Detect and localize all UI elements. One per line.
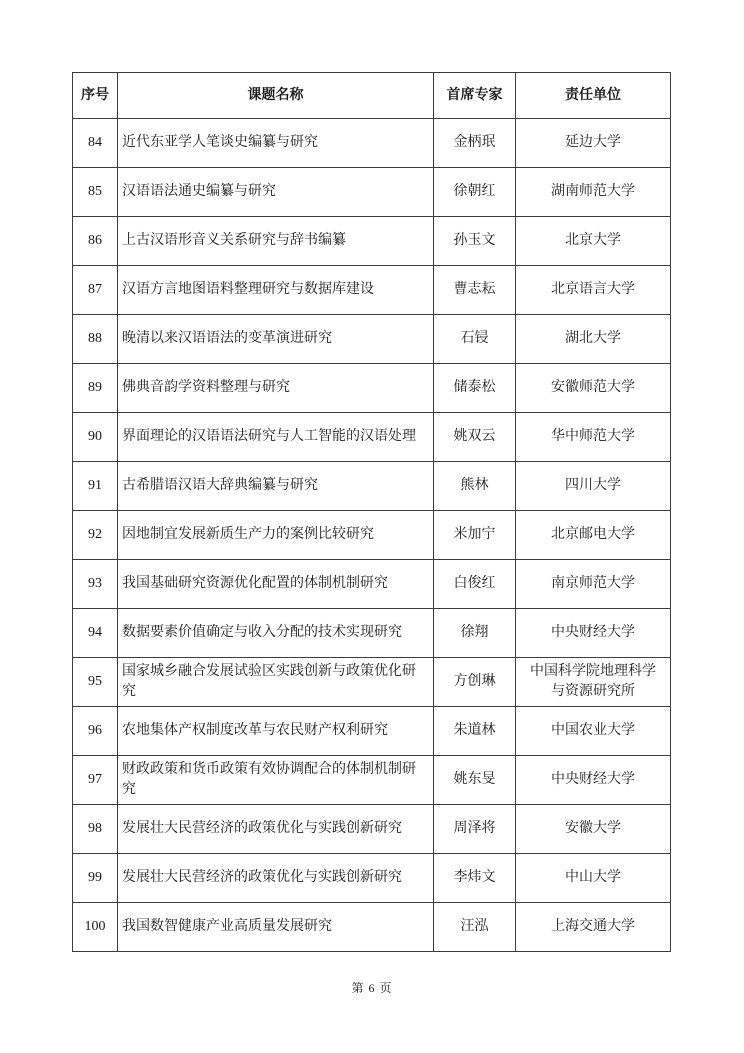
- chief-expert-cell: 周泽将: [434, 805, 516, 854]
- chief-expert-cell: 金柄珉: [434, 119, 516, 168]
- table-row: [73, 217, 671, 266]
- responsible-unit-cell: 中山大学: [516, 854, 671, 903]
- responsible-unit-cell: 北京大学: [516, 217, 671, 266]
- row-number-cell: 100: [73, 903, 118, 952]
- project-title-cell: 我国基础研究资源优化配置的体制机制研究: [118, 560, 434, 609]
- row-number-cell: 85: [73, 168, 118, 217]
- project-title-cell: 数据要素价值确定与收入分配的技术实现研究: [118, 609, 434, 658]
- project-title-cell: 农地集体产权制度改革与农民财产权利研究: [118, 707, 434, 756]
- project-title-cell: 近代东亚学人笔谈史编纂与研究: [118, 119, 434, 168]
- chief-expert-cell: 姚双云: [434, 413, 516, 462]
- row-number-cell: 93: [73, 560, 118, 609]
- row-number-cell: 97: [73, 756, 118, 805]
- table-row: [73, 119, 671, 168]
- chief-expert-cell: 米加宁: [434, 511, 516, 560]
- table-header-row: [73, 73, 671, 119]
- responsible-unit-cell: 中国农业大学: [516, 707, 671, 756]
- table-row: [73, 756, 671, 805]
- row-number-cell: 84: [73, 119, 118, 168]
- project-title-cell: 财政政策和货币政策有效协调配合的体制机制研究: [118, 756, 434, 805]
- project-title-cell: 汉语方言地图语料整理研究与数据库建设: [118, 266, 434, 315]
- row-number-cell: 88: [73, 315, 118, 364]
- chief-expert-cell: 曹志耘: [434, 266, 516, 315]
- table-row: [73, 266, 671, 315]
- projects-table: [72, 72, 671, 952]
- row-number-cell: 89: [73, 364, 118, 413]
- chief-expert-cell: 李炜文: [434, 854, 516, 903]
- table-row: [73, 560, 671, 609]
- table-row: [73, 707, 671, 756]
- responsible-unit-cell: 华中师范大学: [516, 413, 671, 462]
- project-title-cell: 晚清以来汉语语法的变革演进研究: [118, 315, 434, 364]
- responsible-unit-cell: 四川大学: [516, 462, 671, 511]
- responsible-unit-cell: 安徽大学: [516, 805, 671, 854]
- table-row: [73, 854, 671, 903]
- responsible-unit-cell: 湖南师范大学: [516, 168, 671, 217]
- project-title-cell: 发展壮大民营经济的政策优化与实践创新研究: [118, 805, 434, 854]
- table-row: [73, 315, 671, 364]
- project-title-cell: 古希腊语汉语大辞典编纂与研究: [118, 462, 434, 511]
- row-number-cell: 91: [73, 462, 118, 511]
- chief-expert-cell: 熊林: [434, 462, 516, 511]
- table-row: [73, 364, 671, 413]
- col-header-title: 课题名称: [118, 73, 434, 119]
- table-row: [73, 168, 671, 217]
- responsible-unit-cell: 湖北大学: [516, 315, 671, 364]
- chief-expert-cell: 姚东旻: [434, 756, 516, 805]
- row-number-cell: 87: [73, 266, 118, 315]
- responsible-unit-cell: 南京师范大学: [516, 560, 671, 609]
- responsible-unit-cell: 中央财经大学: [516, 756, 671, 805]
- project-title-cell: 国家城乡融合发展试验区实践创新与政策优化研究: [118, 658, 434, 707]
- responsible-unit-cell: 安徽师范大学: [516, 364, 671, 413]
- row-number-cell: 92: [73, 511, 118, 560]
- project-title-cell: 上古汉语形音义关系研究与辞书编纂: [118, 217, 434, 266]
- chief-expert-cell: 徐翔: [434, 609, 516, 658]
- table-row: [73, 903, 671, 952]
- table-row: [73, 805, 671, 854]
- chief-expert-cell: 汪泓: [434, 903, 516, 952]
- col-header-no: 序号: [73, 73, 118, 119]
- col-header-unit: 责任单位: [516, 73, 671, 119]
- project-title-cell: 发展壮大民营经济的政策优化与实践创新研究: [118, 854, 434, 903]
- row-number-cell: 96: [73, 707, 118, 756]
- chief-expert-cell: 石锓: [434, 315, 516, 364]
- responsible-unit-cell: 北京语言大学: [516, 266, 671, 315]
- row-number-cell: 94: [73, 609, 118, 658]
- chief-expert-cell: 徐朝红: [434, 168, 516, 217]
- project-title-cell: 汉语语法通史编纂与研究: [118, 168, 434, 217]
- project-title-cell: 因地制宜发展新质生产力的案例比较研究: [118, 511, 434, 560]
- row-number-cell: 98: [73, 805, 118, 854]
- project-title-cell: 界面理论的汉语语法研究与人工智能的汉语处理: [118, 413, 434, 462]
- project-title-cell: 我国数智健康产业高质量发展研究: [118, 903, 434, 952]
- chief-expert-cell: 方创琳: [434, 658, 516, 707]
- table-row: [73, 658, 671, 707]
- row-number-cell: 99: [73, 854, 118, 903]
- responsible-unit-cell: 北京邮电大学: [516, 511, 671, 560]
- col-header-expert: 首席专家: [434, 73, 516, 119]
- chief-expert-cell: 孙玉文: [434, 217, 516, 266]
- responsible-unit-cell: 中国科学院地理科学与资源研究所: [516, 658, 671, 707]
- table-row: [73, 511, 671, 560]
- project-title-cell: 佛典音韵学资料整理与研究: [118, 364, 434, 413]
- table-row: [73, 413, 671, 462]
- table-row: [73, 609, 671, 658]
- row-number-cell: 95: [73, 658, 118, 707]
- responsible-unit-cell: 延边大学: [516, 119, 671, 168]
- chief-expert-cell: 朱道林: [434, 707, 516, 756]
- row-number-cell: 86: [73, 217, 118, 266]
- table-row: [73, 462, 671, 511]
- chief-expert-cell: 白俊红: [434, 560, 516, 609]
- page-number: 第 6 页: [351, 981, 393, 995]
- responsible-unit-cell: 上海交通大学: [516, 903, 671, 952]
- chief-expert-cell: 储泰松: [434, 364, 516, 413]
- row-number-cell: 90: [73, 413, 118, 462]
- responsible-unit-cell: 中央财经大学: [516, 609, 671, 658]
